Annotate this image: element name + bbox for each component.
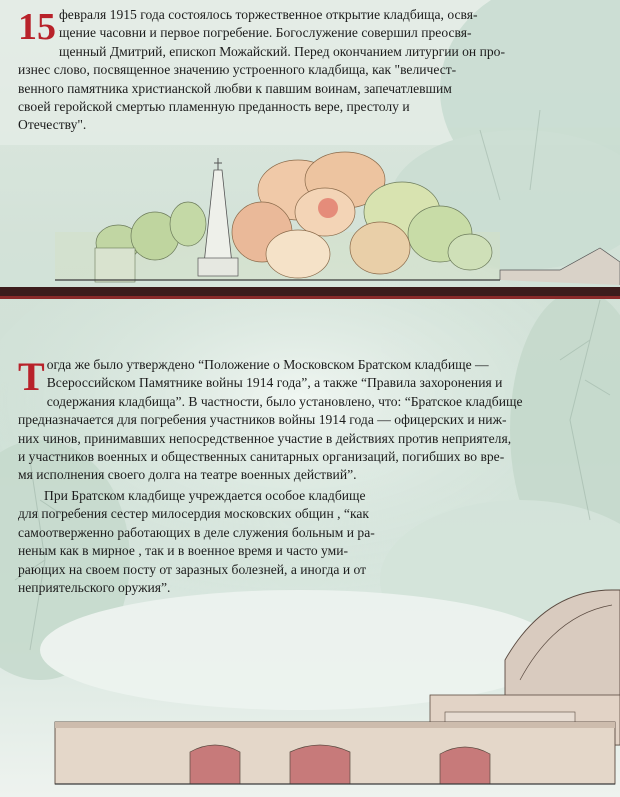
text-line: венного памятника христианской любви к павшим воинам, запечатлевшим xyxy=(18,80,452,96)
text-line: и участников военных и общественных санитарных организаций, погибших во вре- xyxy=(18,449,505,465)
text-line: самоотверженно работающих в деле служения больным и ра- xyxy=(18,524,375,540)
text-line: февраля 1915 года состоялось торжественное открытие кладбища, освя- xyxy=(59,7,478,22)
text-line: для погребения сестер милосердия московских общин , “как xyxy=(18,506,369,522)
text-line: щение часовни и первое погребение. Богослужение совершил преосвя- xyxy=(59,25,472,41)
text-line: них чинов, принимавших непосредственное участие в действиях против неприятеля, xyxy=(18,430,512,446)
text-line: Всероссийском Памятнике войны 1914 года”, а также “Правила захоронения и xyxy=(46,375,503,391)
text-line: своей геройской смертью пламенную преданность вере, престолу и xyxy=(18,99,410,115)
text-line: содержания кладбища”. В частности, было установлено, что: “Братское кладбище xyxy=(46,393,523,409)
dropcap-t: Т xyxy=(18,354,45,399)
text-line: изнес слово, посвященное значению устроенного кладбища, как "величест- xyxy=(18,62,457,78)
paragraph-opening-ceremony xyxy=(18,6,578,135)
text-line: неным как в мирное , так и в военное время и часто уми- xyxy=(18,543,349,559)
text-line: щенный Дмитрий, епископ Можайский. Перед окончанием литургии он про- xyxy=(59,43,506,59)
text-line: Отечеству". xyxy=(18,117,87,133)
text-line: предназначается для погребения участников войны 1914 года — офицерских и ниж- xyxy=(18,412,507,428)
text-line: рающих на своем посту от заразных болезней, а иногда и от xyxy=(18,561,367,577)
dropcap-15: 15 xyxy=(18,6,56,48)
text-line: При Братском кладбище учреждается особое кладбище xyxy=(44,488,366,503)
text-line: неприятельского оружия”. xyxy=(18,580,171,596)
paragraph-nurses-cemetery xyxy=(18,487,438,597)
text-line: огда же было утверждено “Положение о Московском Братском кладбище — xyxy=(46,357,489,372)
text-line: мя исполнения своего долга на театре военных действий”. xyxy=(18,467,357,483)
section-divider xyxy=(0,287,620,296)
paragraph-regulations xyxy=(18,356,578,485)
